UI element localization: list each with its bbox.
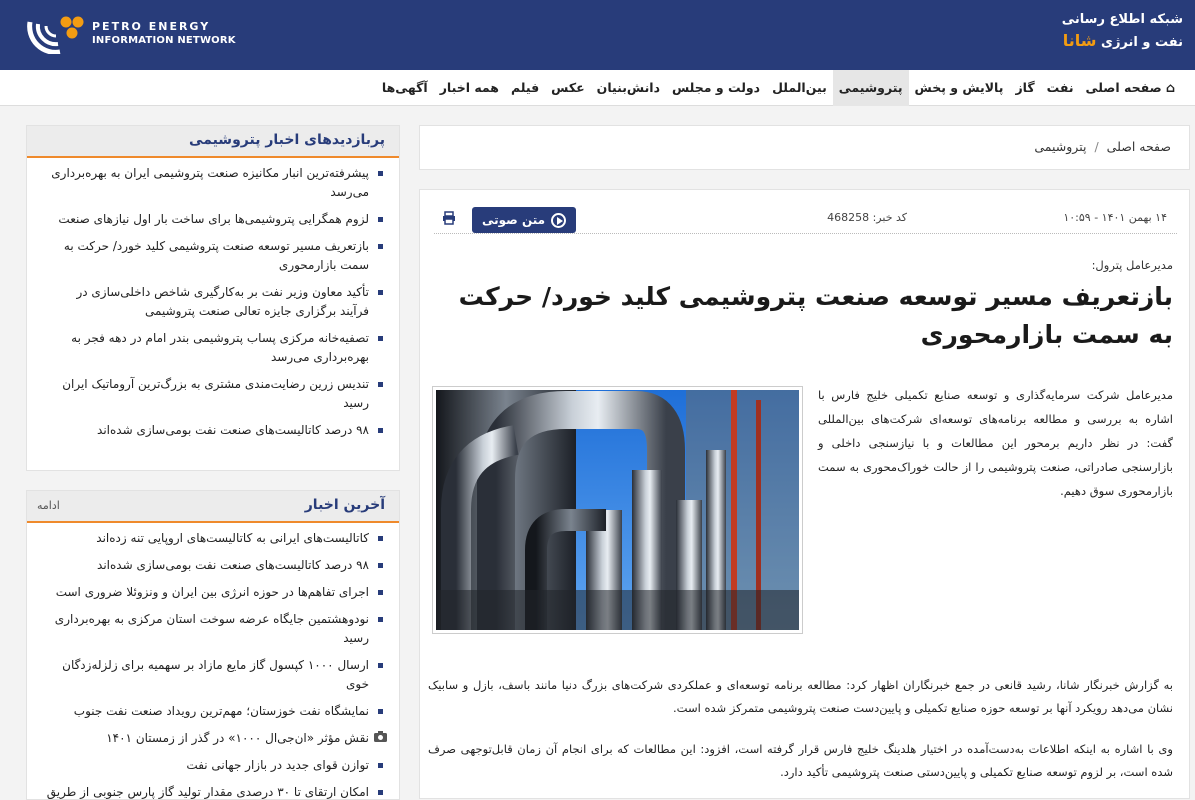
nav-label: صفحه اصلی [1085,80,1162,95]
logo-fa-prefix: نفت و انرژی [1101,35,1183,50]
camera-icon [374,731,387,742]
bullet-icon [378,763,383,768]
list-item-text: ۹۸ درصد کاتالیست‌های صنعت نفت بومی‌سازی شده‌اند [97,558,369,572]
list-item[interactable] [45,283,385,321]
article-meta [434,204,1177,234]
logo-english-text [92,20,236,48]
bullet-icon [378,244,383,249]
list-item[interactable] [45,329,385,367]
nav-item-refining[interactable]: پالایش و پخش [914,80,1004,95]
latest-news-list [27,523,399,800]
home-icon: ⌂ [1165,81,1175,96]
nav-item-photo[interactable]: عکس [551,80,585,95]
bullet-icon [378,709,383,714]
list-item[interactable] [45,210,385,229]
list-item-text: بازتعریف مسیر توسعه صنعت پتروشیمی کلید خورد/ حرکت به سمت بازارمحوری [63,239,369,272]
list-item-text: ۹۸ درصد کاتالیست‌های صنعت نفت بومی‌سازی شده‌اند [97,423,369,437]
logo-fa-line1: شبکه اطلاع رسانی [1061,12,1183,27]
nav-item-international[interactable]: بین‌الملل [772,80,827,95]
list-item-text: امکان ارتقای تا ۳۰ درصدی مقدار تولید گاز پارس جنوبی از طریق [46,785,369,799]
bullet-icon [378,663,383,668]
logo-fa-brand: شانا [1062,31,1097,50]
breadcrumb-separator: / [1094,139,1099,154]
list-item-text: اجرای تفاهم‌ها در حوزه انرژی بین ایران و ونزوئلا ضروری است [55,585,369,599]
list-item[interactable] [45,529,385,548]
bullet-icon [378,563,383,568]
print-icon[interactable] [442,211,456,225]
list-item[interactable] [45,164,385,202]
nav-item-oil[interactable]: نفت [1046,80,1074,95]
bullet-icon [378,382,383,387]
article-code [827,211,907,224]
play-icon [551,213,566,228]
article-code-value: 468258 [827,211,870,224]
nav-item-film[interactable]: فیلم [510,80,540,95]
logo-fa-line2 [1062,31,1183,50]
more-link[interactable]: ادامه [37,499,60,512]
article [419,189,1190,799]
breadcrumb-current[interactable]: پتروشیمی [1034,139,1087,154]
breadcrumb-box [419,125,1190,170]
article-title: بازتعریف مسیر توسعه صنعت پتروشیمی کلید خورد/ حرکت به سمت بازارمحوری [458,282,1173,349]
popular-news-box [26,125,400,471]
article-summary: مدیرعامل شرکت سرمایه‌گذاری و توسعه صنایع تکمیلی خلیج فارس با اشاره به بررسی و مطالعه برنامه‌های توسعه‌ای شرکت‌های بین‌المللی گفت: در نظر داریم برمحور این مطالعات و با نیازسنجی داخلی و بازارسنجی صادراتی، صنعت پتروشیمی را از حالت خوراک‌محوری به سمت بازارمحوری سوق دهیم. [818,388,1173,498]
list-item-text: پیشرفته‌ترین انبار مکانیزه صنعت پتروشیمی ایران به بهره‌برداری می‌رسد [51,166,369,199]
list-item[interactable] [45,729,385,748]
list-item[interactable] [45,702,385,721]
nav-menu [376,70,1181,106]
article-photo [432,386,803,634]
refinery-pipes-image [436,390,799,630]
list-item[interactable] [45,375,385,413]
bullet-icon [378,428,383,433]
bullet-icon [378,217,383,222]
popular-news-header [27,126,399,158]
article-lead: مدیرعامل پترول: [1091,258,1173,272]
audio-text-label: متن صوتی [482,213,546,227]
latest-news-title[interactable]: آخرین اخبار [304,497,385,513]
nav-item-gas[interactable]: گاز [1015,80,1035,95]
list-item[interactable] [45,656,385,694]
latest-news-header [27,491,399,523]
bullet-icon [378,290,383,295]
logo-en-line2: INFORMATION NETWORK [92,35,236,46]
site-logo[interactable] [26,14,236,54]
article-paragraph: به گزارش خبرنگار شانا، رشید قانعی در جمع خبرنگاران اظهار کرد: مطالعه برنامه توسعه‌ای و عملکردی شرکت‌های بزرگ دنیا مانند باسف، بازل و سابیک نشان می‌دهد رویکرد آنها بر توسعه حوزه صنایع تکمیلی و پایین‌دست صنعت پتروشیمی متمرکز شده است. [428,678,1173,715]
nav-item-petrochemical[interactable]: پتروشیمی [833,70,909,106]
logo-mark-icon [26,14,84,54]
breadcrumb-home[interactable]: صفحه اصلی [1106,139,1171,154]
list-item-text: تأکید معاون وزیر نفت بر به‌کارگیری شاخص داخلی‌سازی در فرآیند برگزاری جایزه تعالی صنعت پتروشیمی [76,285,369,318]
popular-news-title[interactable]: پربازدیدهای اخبار پتروشیمی [189,132,385,148]
nav-item-home[interactable] [1080,70,1181,106]
bullet-icon [378,171,383,176]
list-item[interactable] [45,421,385,440]
list-item[interactable] [45,783,385,800]
nav-item-all-news[interactable]: همه اخبار [439,80,499,95]
latest-news-box [26,490,400,800]
list-item-text: کاتالیست‌های ایرانی به کاتالیست‌های اروپایی تنه زده‌اند [96,531,369,545]
list-item[interactable] [45,610,385,648]
nav-item-knowledge-based[interactable]: دانش‌بنیان [596,80,660,95]
main-navigation [0,70,1195,106]
list-item-text: ارسال ۱۰۰۰ کپسول گاز مایع مازاد بر سهمیه برای زلزله‌زدگان خوی [62,658,369,691]
list-item[interactable] [45,237,385,275]
audio-text-button[interactable] [472,207,576,233]
list-item-text: توازن قوای جدید در بازار جهانی نفت [186,758,369,772]
article-paragraph: وی با اشاره به اینکه اطلاعات به‌دست‌آمده در اختیار هلدینگ خلیج فارس قرار گرفته است، افزود: این مطالعات که برای انجام آن زمان قابل‌توجهی صرف شده است، بر لزوم توسعه صنایع تکمیلی و پایین‌دستی صنعت پتروشیمی تأکید دارد. [428,742,1173,779]
bullet-icon [378,336,383,341]
list-item-text: نقش مؤثر «ان‌جی‌ال ۱۰۰۰» در گذر از زمستان ۱۴۰۱ [106,731,369,745]
article-code-label: کد خبر: [872,211,907,224]
list-item-text: نودوهشتمین جایگاه عرضه سوخت استان مرکزی به بهره‌برداری رسید [54,612,369,645]
list-item[interactable] [45,556,385,575]
bullet-icon [378,590,383,595]
logo-persian[interactable] [1062,12,1183,50]
breadcrumb [1034,139,1171,154]
list-item-text: تندیس زرین رضایت‌مندی مشتری به بزرگ‌ترین آروماتیک ایران رسید [62,377,369,410]
nav-item-government[interactable]: دولت و مجلس [671,80,761,95]
site-header [0,0,1195,70]
list-item-text: تصفیه‌خانه مرکزی پساب پتروشیمی بندر امام در دهه فجر به بهره‌برداری می‌رسد [71,331,369,364]
logo-en-line1: PETRO ENERGY [92,20,211,33]
list-item-text: لزوم همگرایی پتروشیمی‌ها برای ساخت بار اول نیازهای صنعت [58,212,369,226]
list-item[interactable] [45,583,385,602]
list-item[interactable] [45,756,385,775]
nav-item-ads[interactable]: آگهی‌ها [381,80,428,95]
bullet-icon [378,617,383,622]
bullet-icon [378,536,383,541]
article-date: ۱۴ بهمن ۱۴۰۱ - ۱۰:۵۹ [1063,211,1167,224]
popular-news-list [27,158,399,440]
list-item-text: نمایشگاه نفت خوزستان؛ مهم‌ترین رویداد صنعت نفت جنوب [73,704,369,718]
